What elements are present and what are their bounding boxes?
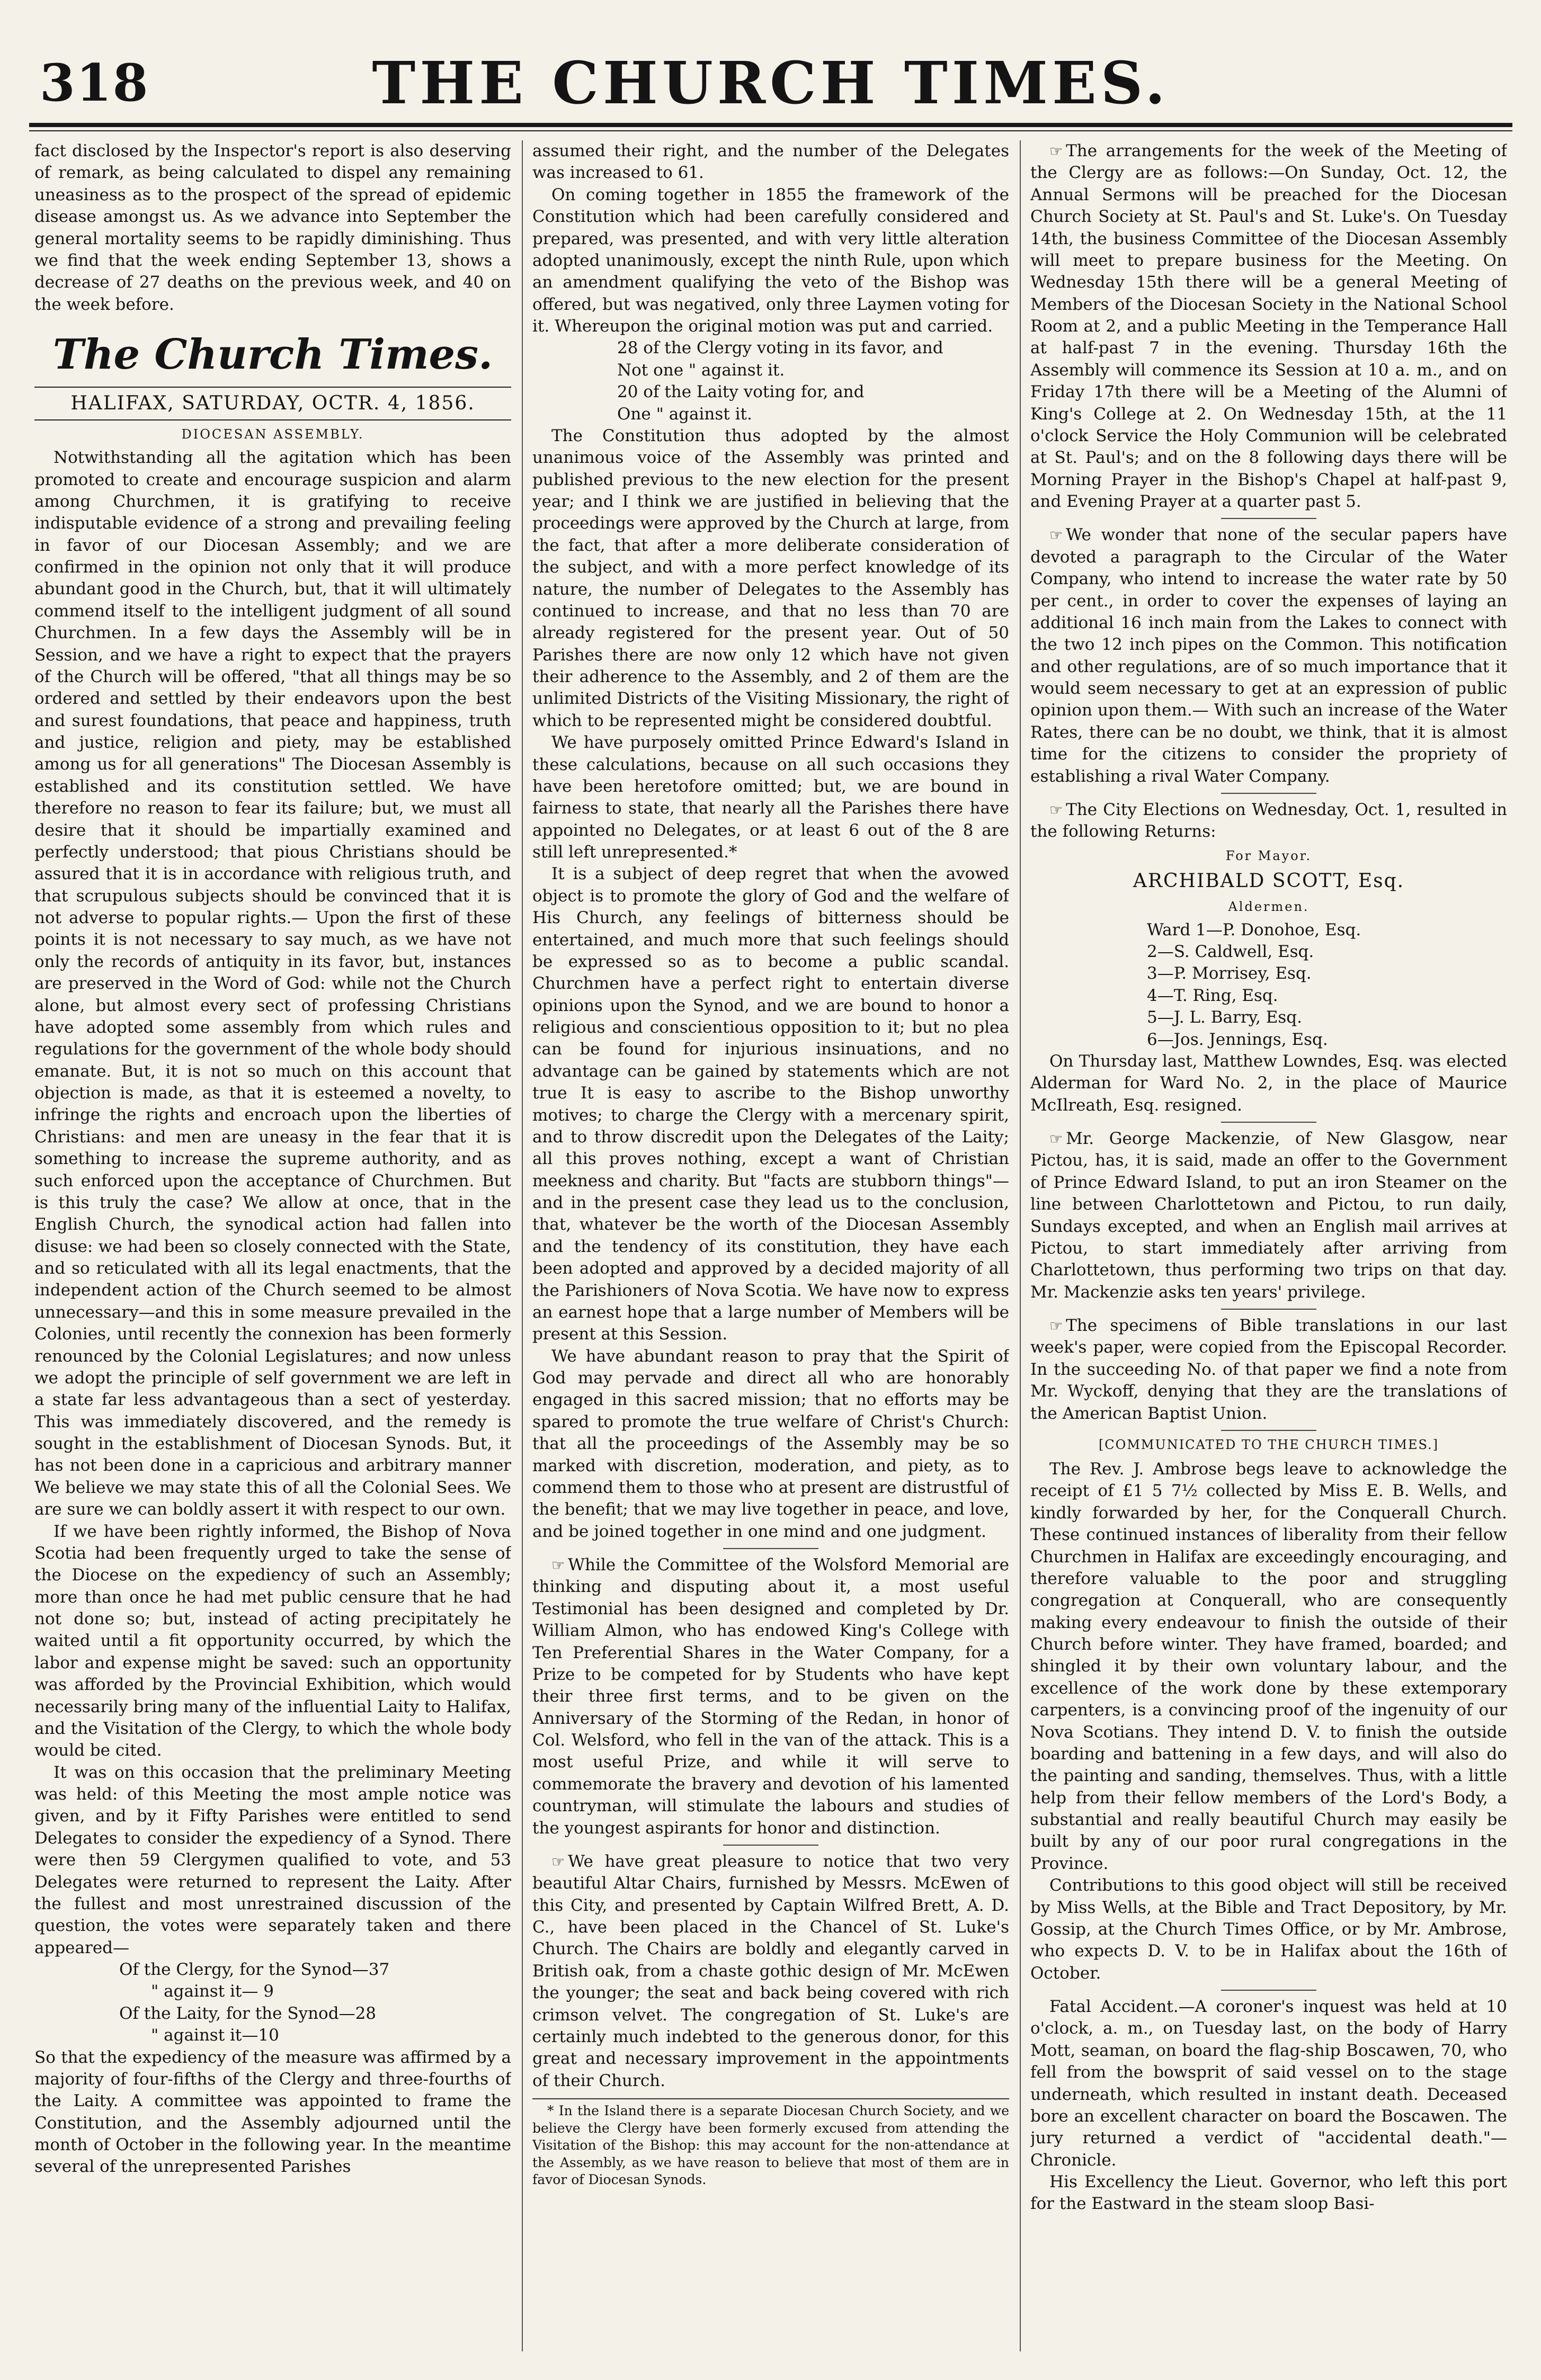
columns	[29, 140, 1512, 2351]
ward-return: 5—J. L. Barry, Esq.	[1147, 1008, 1302, 1027]
aldermen-label: Aldermen.	[1228, 899, 1310, 914]
article-paragraph: If we have been rightly informed, the Bishop of Nova Scotia had been frequently urged to take the sense of the Diocese on the expediency of such an Assembly; more than once he had met public censure that he had not done so; but, instead of acting precipitately he waited until a fit opportunity occurred, by which the labor and expense might be saved: such an opportunity was afforded by the Provincial Exhibition, which would necessarily bring many of the influential Laity to Halifax, and the Visitation of the Clergy, to which the whole body would be cited.	[34, 1522, 511, 1760]
separator	[723, 1845, 818, 1846]
vote-line: 28 of the Clergy voting in its favor, and	[617, 338, 943, 358]
ward-return: 6—Jos. Jennings, Esq.	[1147, 1030, 1328, 1049]
news-item: ☞ Mr. George Mackenzie, of New Glasgow, near Pictou, has, it is said, made an offer to the Government of Prince Edward Island, to put an iron Steamer on the line between Charlottetown and Pictou, to run daily, Sundays excepted, and when an English mail arrives at Pictou, to start immediately after arriving from Charlottetown, thus performing two trips on that day. Mr. Mackenzie asks ten years' privilege.	[1030, 1129, 1507, 1302]
vote-line: 20 of the Laity voting for, and	[617, 382, 865, 402]
masthead-name: The Church Times.	[52, 330, 493, 379]
separator	[1221, 518, 1316, 519]
news-item: ☞ The arrangements for the week of the Meeting of the Clergy are as follows:—On Sunday, Oct. 12, the Annual Sermons will be preached for the Diocesan Church Society at St. Paul's and St. Luke's. On Tuesday 14th, the business Committee of the Diocesan Assembly will meet to prepare business for the Meeting. On Wednesday 15th there will be a general Meeting of Members of the Diocesan Society in the National School Room at 2, and a public Meeting in the Temperance Hall at half-past 7 in the evening. Thursday 16th the Assembly will commence its Session at 10 a. m., and on Friday 17th there will be a Meeting of the Alumni of King's College at 2. On Wednesday 15th, at the 11 o'clock Service the Holy Communion will be celebrated at St. Paul's; and on the 8 following days there will be Morning Prayer in the Bishop's Chapel at half-past 9, and Evening Prayer at a quarter past 5.	[1030, 141, 1507, 511]
news-item: ☞ While the Committee of the Wolsford Memorial are thinking and disputing about it, a most useful Testimonial has been designed and completed by Dr. William Almon, who has endowed King's College with Ten Preferential Shares in the Water Company, for a Prize to be competed for by Students who have kept their three first terms, and to be given on the Anniversary of the Storming of the Redan, in honor of Col. Welsford, who fell in the van of the attack. This is a most useful Prize, and while it will serve to commemorate the bravery and devotion of his lamented countryman, will stimulate the labours and studies of the youngest aspirants for honor and distinction.	[532, 1555, 1009, 1838]
article-paragraph: The Constitution thus adopted by the almost unanimous voice of the Assembly was printed and published previous to the new election for the present year; and I think we are justified in believing that the proceedings were approved by the Church at large, from the fact, that after a more deliberate consideration of the subject, and with a more perfect knowledge of its nature, the number of Delegates to the Assembly has continued to increase, and that no less than 70 are already registered for the present year. Out of 50 Parishes there are now only 12 which have not given their adherence to the Assembly, and 2 of them are the unlimited Districts of the Visiting Missionary, the right of which to be represented might be considered doubtful.	[532, 426, 1009, 730]
communicated-heading: [COMMUNICATED TO THE CHURCH TIMES.]	[1098, 1437, 1439, 1452]
separator	[1221, 1430, 1316, 1431]
article-paragraph: We have purposely omitted Prince Edward's Island in these calculations, because on all such occasions they have been heretofore omitted; but, we are bound in fairness to state, that nearly all the Parishes there have appointed no Delegates, or at least 6 out of the 8 are still left unrepresented.*	[532, 733, 1009, 862]
header-rule	[29, 123, 1512, 127]
news-item: Contributions to this good object will still be received by Miss Wells, at the Bible and Tract Depository, by Mr. Gossip, at the Church Times Office, or by Mr. Ambrose, who expects D. V. to be in Halifax about the 16th of October.	[1030, 1876, 1507, 1983]
column-3	[1030, 140, 1507, 2351]
masthead	[29, 32, 1512, 124]
pointing-hand-icon: ☞	[551, 1853, 565, 1871]
separator	[1221, 1309, 1316, 1310]
separator	[723, 1548, 818, 1549]
footnote: * In the Island there is a separate Diocesan Church Society, and we believe the Clergy have been formerly excused from attending the Visitation of the Bishop: this may account for the non-attendance at the Assembly, as we have reason to believe that most of them are in favor of Diocesan Synods.	[532, 2098, 1009, 2189]
vote-line: Of the Laity, for the Synod—28	[119, 2003, 377, 2023]
section-heading: DIOCESAN ASSEMBLY.	[181, 427, 364, 442]
column-divider	[1020, 140, 1021, 2351]
news-item: Fatal Accident.—A coroner's inquest was held at 10 o'clock, a. m., on Tuesday last, on the body of Harry Mott, seaman, on board the flag-ship Boscawen, 70, who fell from the bowsprit of said vessel on to the stage underneath, which resulted in instant death. Deceased bore an excellent character on board the Boscawen. The jury returned a verdict of "accidental death."—Chronicle.	[1030, 1997, 1507, 2170]
paper-title: THE CHURCH TIMES.	[372, 49, 1170, 117]
column-2	[532, 140, 1009, 2351]
ward-return: 4—T. Ring, Esq.	[1147, 986, 1278, 1005]
article-paragraph: So that the expediency of the measure was affirmed by a majority of four-fifths of the Clergy and three-fourths of the Laity. A committee was appointed to frame the Constitution, and the Assembly adjourned until the month of October in the following year. In the meantime several of the unrepresented Parishes	[34, 2047, 511, 2177]
article-paragraph: Notwithstanding all the agitation which has been promoted to create and encourage suspicion and alarm among Churchmen, it is gratifying to receive indisputable evidence of a strong and prevailing feeling in favor of our Diocesan Assembly; and we are confirmed in the opinion not only that it will produce abundant good in the Church, but, that it will ultimately commend itself to the intelligent judgment of all sound Churchmen. In a few days the Assembly will be in Session, and we have a right to expect that the prayers of the Church will be offered, "that all things may be so ordered and settled by their endeavors upon the best and surest foundations, that peace and happiness, truth and justice, religion and piety, may be established among us for all generations" The Diocesan Assembly is established and its constitution settled. We have therefore no reason to fear its failure; but, we must all desire that it should be impartially examined and perfectly understood; that pious Christians should be assured that it is in accordance with religious truth, and that scrupulous subjects should be convinced that it is not adverse to popular rights.— Upon the first of these points it is not necessary to say much, as we have not only the records of antiquity in its favor, but, instances are preserved in the Word of God: while not the Church alone, but almost every sect of professing Christians have adopted some assembly from which rules and regulations for the government of the whole body should emanate. But, it is not so much on this account that objection is made, as that it is esteemed a novelty, to infringe the rights and encroach upon the liberties of Christians: and men are uneasy in the fear that it is something to increase the supreme authority, and as such enforced upon the acceptance of Churchmen. But is this truly the case? We allow at once, that in the English Church, the synodical action had fallen into disuse: we had been so closely connected with the State, and so reticulated with all its legal enactments, that the independent action of the Church seemed to be almost unnecessary—and this in some measure prevailed in the Colonies, until recently the connexion has been formerly renounced by the Colonial Legislatures; and now unless we adopt the principle of self government we are left in a state far less advantageous than a sect of yesterday. This was immediately discovered, and the remedy is sought in the establishment of Diocesan Synods. But, it has not been done in a capricious and arbitrary manner We believe we may state this of all the Colonial Sees. We are sure we can boldly assert it with respect to our own.	[34, 448, 511, 1519]
article-paragraph: It was on this occasion that the preliminary Meeting was held: of this Meeting the most ample notice was given, and by it Fifty Parishes were entitled to send Delegates to consider the expediency of a Synod. There were then 59 Clergymen qualified to vote, and 53 Delegates were returned to represent the Laity. After the fullest and most unrestrained discussion of the question, the votes were separately taken and there appeared—	[34, 1762, 511, 1957]
pointing-hand-icon: ☞	[1049, 1130, 1063, 1148]
news-item: ☞ The specimens of Bible translations in our last week's paper, were copied from the Episcopal Recorder. In the succeeding No. of that paper we find a note from Mr. Wyckoff, denying that they are the translations of the American Baptist Union.	[1030, 1316, 1507, 1423]
ward-return: 2—S. Caldwell, Esq.	[1147, 942, 1314, 962]
pointing-hand-icon: ☞	[1049, 526, 1063, 544]
mayor-name: ARCHIBALD SCOTT, Esq.	[1133, 870, 1405, 892]
ward-return: 3—P. Morrisey, Esq.	[1147, 964, 1312, 983]
article-paragraph: We have abundant reason to pray that the Spirit of God may pervade and direct all who are honorably engaged in this sacred mission; that no efforts may be spared to promote the true welfare of Christ's Church: that all the proceedings of the Assembly may be so marked with discretion, moderation, and piety, as to commend them to those who at present are distrustful of the benefit; that we may live together in peace, and love, and be joined together in one mind and one judgment.	[532, 1346, 1009, 1541]
news-item: ☞ The City Elections on Wednesday, Oct. 1, resulted in the following Returns:	[1030, 800, 1507, 842]
pointing-hand-icon: ☞	[1049, 142, 1063, 160]
news-item: ☞ We wonder that none of the secular papers have devoted a paragraph to the Circular of the Water Company, who intend to increase the water rate by 50 per cent., in order to cover the expenses of laying an additional 16 inch main from the Lakes to connect with the two 12 inch pipes on the Common. This notification and other regulations, are of so much importance that it would seem necessary to get at an expression of public opinion upon them.— With such an increase of the Water Rates, there can be no doubt, we think, that it is almost time for the citizens to consider the propriety of establishing a rival Water Company.	[1030, 525, 1507, 786]
intro-paragraph: fact disclosed by the Inspector's report is also deserving of remark, as being calculated to dispel any remaining uneasiness as to the prospect of the spread of epidemic disease amongst us. As we advance into September the general mortality seems to be rapidly diminishing. Thus we find that the week ending September 13, shows a decrease of 27 deaths on the previous week, and 40 on the week before.	[34, 141, 511, 314]
dateline: HALIFAX, SATURDAY, OCTR. 4, 1856.	[34, 387, 511, 420]
vote-line: One " against it.	[617, 404, 752, 424]
news-item: His Excellency the Lieut. Governor, who left this port for the Eastward in the steam sloop Basi-	[1030, 2172, 1507, 2214]
separator	[1221, 1990, 1316, 1991]
article-paragraph: On coming together in 1855 the framework of the Constitution which had been carefully considered and prepared, was presented, and with very little alteration adopted unanimously, except the ninth Rule, upon which an amendment qualifying the veto of the Bishop was offered, but was negatived, only three Laymen voting for it. Whereupon the original motion was put and carried.	[532, 185, 1009, 336]
news-item: The Rev. J. Ambrose begs leave to acknowledge the receipt of £1 5 7½ collected by Miss E. B. Wells, and kindly forwarded by her, for the Conquerall Church. These continued instances of liberality from their fellow Churchmen in Halifax are exceedingly encouraging, and therefore valuable to the poor and struggling congregation at Conquerall, who are consequently making every endeavour to finish the outside of their Church before winter. They have framed, boarded; and shingled it by their own voluntary labour, and the excellence of the work done by these extemporary carpenters, is a convincing proof of the ingenuity of our Nova Scotians. They intend D. V. to finish the outside boarding and battening in a few days, and will also do the painting and sanding, themselves. Thus, with a little help from their fellow members of the Lord's Body, a substantial and really beautiful Church may easily be built by any of our poor rural congregations in the Province.	[1030, 1460, 1507, 1873]
separator	[1221, 793, 1316, 794]
vote-line: Not one " against it.	[617, 360, 785, 380]
header-rule-thin	[29, 130, 1512, 131]
column-divider	[522, 140, 523, 2351]
vote-line: " against it—10	[151, 2026, 279, 2045]
page-number: 318	[40, 53, 149, 113]
newspaper-page	[29, 32, 1512, 2351]
vote-line: " against it— 9	[151, 1982, 274, 2001]
article-paragraph: assumed their right, and the number of the Delegates was increased to 61.	[532, 141, 1009, 183]
ward-return: Ward 1—P. Donohoe, Esq.	[1147, 920, 1361, 940]
news-item: On Thursday last, Matthew Lowndes, Esq. was elected Alderman for Ward No. 2, in the place of Maurice McIlreath, Esq. resigned.	[1030, 1051, 1507, 1115]
column-1	[34, 140, 511, 2351]
pointing-hand-icon: ☞	[551, 1556, 565, 1574]
for-mayor-label: For Mayor.	[1225, 848, 1312, 863]
article-paragraph: It is a subject of deep regret that when the avowed object is to promote the glory of God and the welfare of His Church, any feelings of bitterness should be entertained, and much more that such feelings should be expressed so as to become a public scandal. Churchmen have a perfect right to entertain diverse opinions upon the Synod, and we are bound to honor a religious and conscientious opposition to it; but no plea can be found for injurious insinuations, and no advantage can be gained by statements which are not true It is easy to ascribe to the Bishop unworthy motives; to charge the Clergy with a mercenary spirit, and to throw discredit upon the Delegates of the Laity; all this proves nothing, except a want of Christian meekness and charity. But "facts are stubborn things"—and in the present case they lead us to the conclusion, that, whatever be the worth of the Diocesan Assembly and the tendency of its constitution, they have each been adopted and approved by a decided majority of all the Parishioners of Nova Scotia. We have now to express an earnest hope that a large number of Members will be present at this Session.	[532, 864, 1009, 1344]
separator	[1221, 1122, 1316, 1123]
vote-line: Of the Clergy, for the Synod—37	[119, 1960, 390, 1980]
news-item: ☞ We have great pleasure to notice that two very beautiful Altar Chairs, furnished by Messrs. McEwen of this City, and presented by Captain Wilfred Brett, A. D. C., have been placed in the Chancel of St. Luke's Church. The Chairs are boldly and elegantly carved in British oak, from a chaste gothic design of Mr. McEwen the younger; the seat and back being covered with rich crimson velvet. The congregation of St. Luke's are certainly much indebted to the generous donor, for this great and necessary improvement in the appointments of their Church.	[532, 1851, 1009, 2090]
pointing-hand-icon: ☞	[1049, 801, 1063, 819]
pointing-hand-icon: ☞	[1049, 1317, 1063, 1335]
